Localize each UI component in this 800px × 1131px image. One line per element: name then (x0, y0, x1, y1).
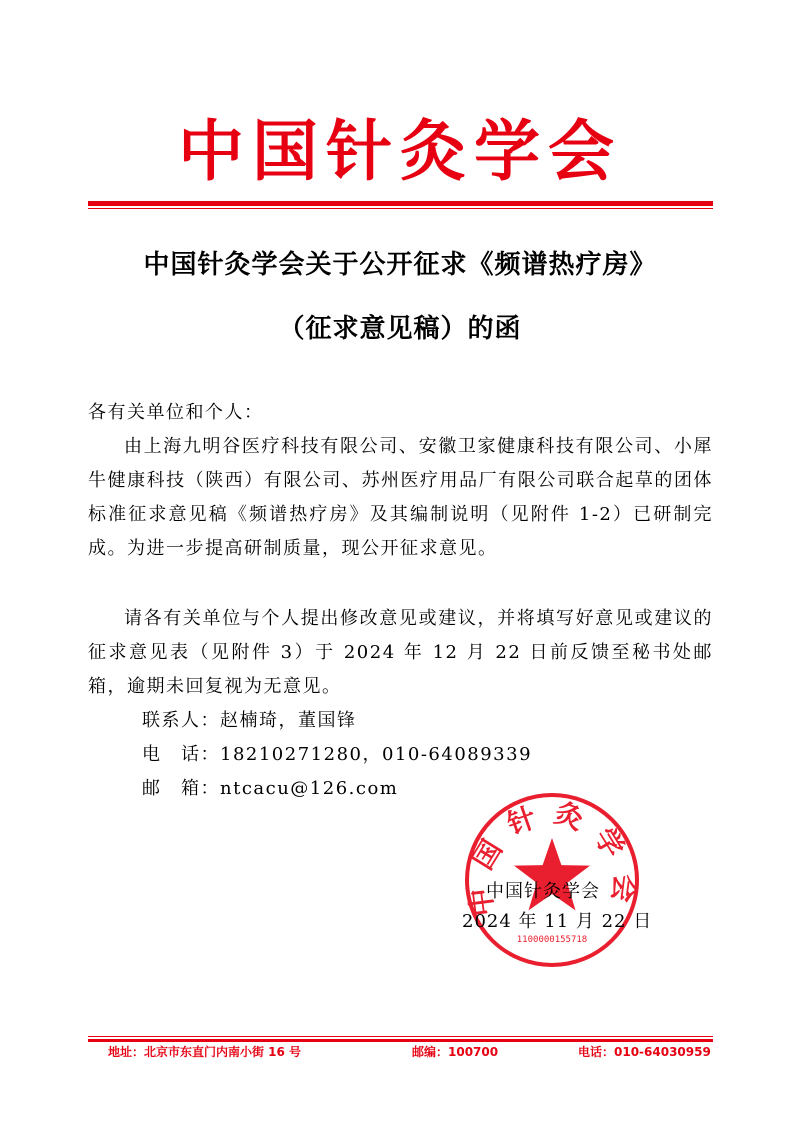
seal-serial: 1100000155718 (516, 935, 588, 945)
salutation: 各有关单位和个人： (88, 402, 264, 423)
signature-date: 2024 年 11 月 22 日 (462, 911, 653, 932)
letterhead-rule-thick (88, 201, 713, 206)
letterhead-org-name: 中国针灸学会 (178, 113, 622, 190)
email-line: 邮 箱：ntcacu@126.com (142, 778, 399, 799)
footer-postcode: 邮编：100700 (412, 1045, 499, 1059)
document-title-line2: （征求意见稿）的函 (278, 314, 522, 344)
footer-address: 地址：北京市东直门内南小街 16 号 (108, 1045, 302, 1059)
letterhead-rule-thin (88, 208, 713, 209)
body-paragraph-2: 请各有关单位与个人提出修改意见或建议，并将填写好意见或建议的征求意见表（见附件 3）于 2024 年 12 月 22 日前反馈至秘书处邮箱，逾期未回复视为无意见。 (88, 608, 713, 697)
contact-line: 联系人：赵楠琦，董国锋 (142, 710, 357, 731)
seal-org-text: 中国针灸学会 (462, 796, 642, 919)
document-title-line1: 中国针灸学会关于公开征求《频谱热疗房》 (143, 250, 657, 280)
footer-rule-thick (88, 1039, 713, 1042)
footer-phone: 电话：010-64030959 (578, 1045, 711, 1059)
footer-rule-thin (88, 1036, 713, 1037)
signature-org: 中国针灸学会 (486, 881, 600, 902)
phone-line: 电 话：18210271280，010-64089339 (142, 744, 533, 765)
body-paragraph-1: 由上海九明谷医疗科技有限公司、安徽卫家健康科技有限公司、小犀牛健康科技（陕西）有限公司、苏州医疗用品厂有限公司联合起草的团体标准征求意见稿《频谱热疗房》及其编制说明（见附件 1-2）已研制完成。为进一步提高研制质量，现公开征求意见。 (88, 436, 713, 559)
